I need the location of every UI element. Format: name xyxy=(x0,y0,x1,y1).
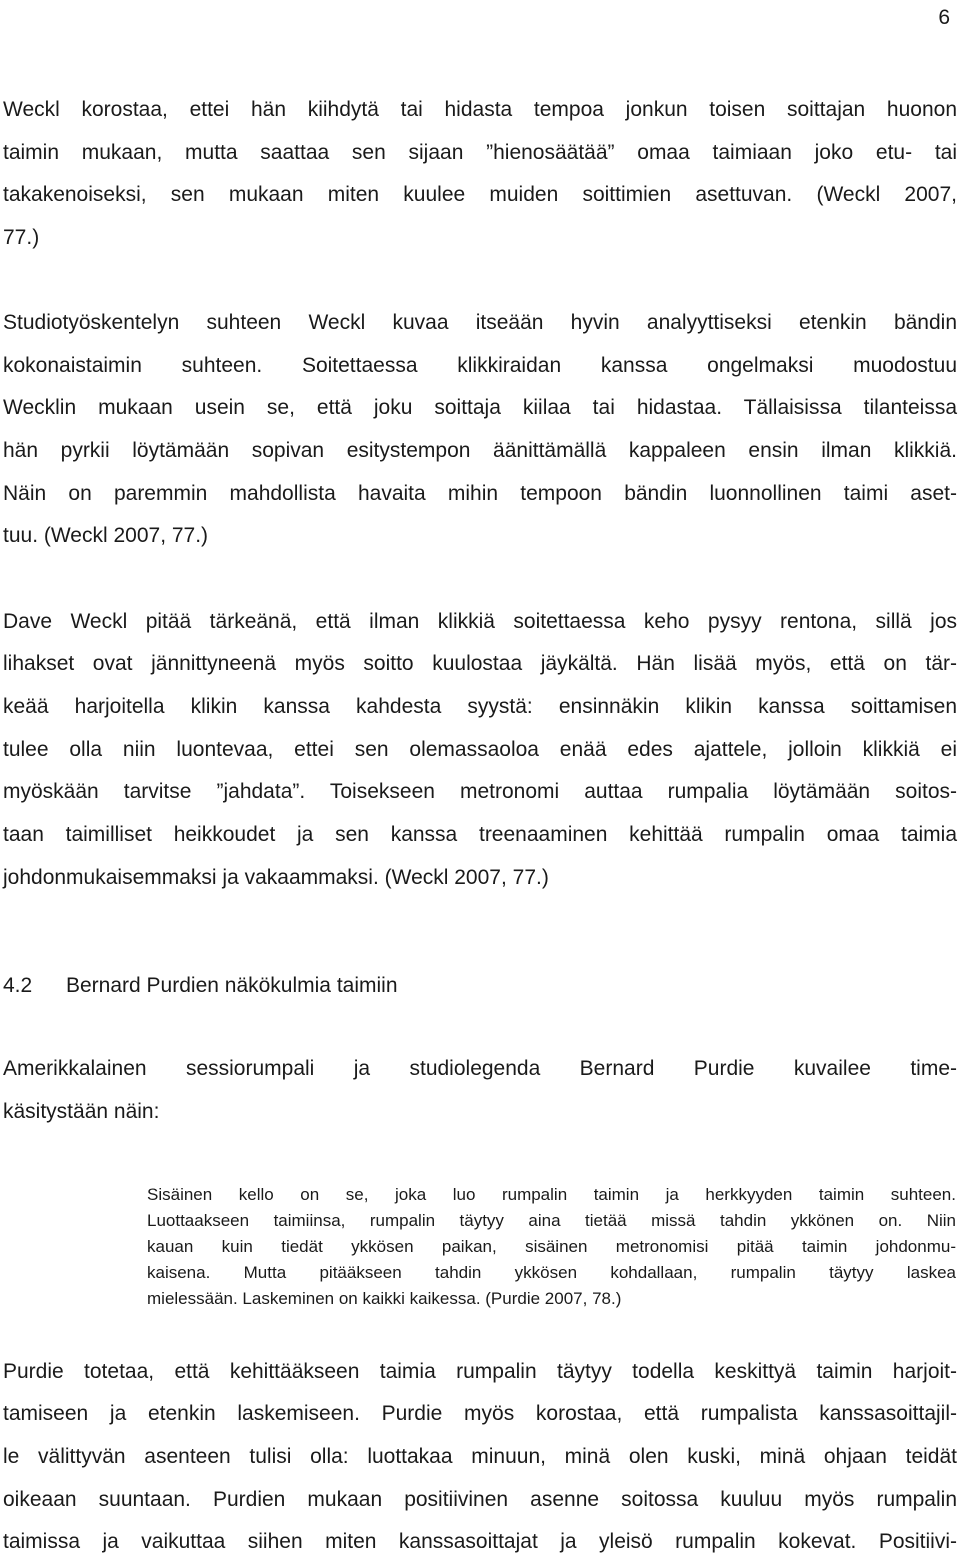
text-line: tulee olla niin luontevaa, ettei sen olemassaoloa enää edes ajattele, jolloin klikkiä ei xyxy=(3,738,957,761)
quote-line: kaisena. Mutta pitääkseen tahdin ykkösen kohdallaan, rumpalin täytyy laskea xyxy=(147,1263,956,1282)
text-line: oikeaan suuntaan. Purdien mukaan positiivinen asenne soitossa kuuluu myös rumpalin xyxy=(3,1488,957,1511)
text-line: Wecklin mukaan usein se, että joku soittaja kiilaa tai hidastaa. Tällaisissa tilanteissa xyxy=(3,396,957,419)
text-line: tamiseen ja etenkin laskemiseen. Purdie myös korostaa, että rumpalista kanssasoittajil- xyxy=(3,1402,957,1425)
text-line: taimin mukaan, mutta saattaa sen sijaan ”hienosäätää” omaa taimiaan joko etu- tai xyxy=(3,141,957,164)
quote-line: Luottaakseen taimiinsa, rumpalin täytyy aina tietää missä tahdin ykkönen on. Niin xyxy=(147,1211,956,1230)
text-line: johdonmukaisemmaksi ja vakaammaksi. (Weckl 2007, 77.) xyxy=(3,866,549,889)
text-line: lihakset ovat jännittyneenä myös soitto kuulostaa jäykältä. Hän lisää myös, että on tär- xyxy=(3,652,957,675)
text-line: tuu. (Weckl 2007, 77.) xyxy=(3,524,209,547)
text-line: kokonaistaimin suhteen. Soitettaessa klikkiraidan kanssa ongelmaksi muodostuu xyxy=(3,354,957,377)
text-line: takakenoiseksi, sen mukaan miten kuulee muiden soittimien asettuvan. (Weckl 2007, xyxy=(3,183,957,206)
text-line: taimissa ja vaikuttaa siihen miten kanssasoittajat ja yleisö rumpalin kokevat. Positiivi- xyxy=(3,1530,957,1553)
quote-line: Sisäinen kello on se, joka luo rumpalin taimin ja herkkyyden taimin suhteen. xyxy=(147,1185,956,1204)
section-title: Bernard Purdien näkökulmia taimiin xyxy=(66,974,398,997)
quote-line: mielessään. Laskeminen on kaikki kaikessa. (Purdie 2007, 78.) xyxy=(147,1289,622,1308)
text-line: keää harjoitella klikin kanssa kahdesta syystä: ensinnäkin klikin kanssa soittamisen xyxy=(3,695,957,718)
text-line: hän pyrkii löytämään sopivan esitystempon äänittämällä kappaleen ensin ilman klikkiä. xyxy=(3,439,957,462)
page-number: 6 xyxy=(938,6,950,29)
text-line: Purdie totetaa, että kehittääkseen taimia rumpalin täytyy todella keskittyä taimin harjoit- xyxy=(3,1360,957,1383)
text-line: Dave Weckl pitää tärkeänä, että ilman klikkiä soitettaessa keho pysyy rentona, sillä jos xyxy=(3,610,957,633)
text-line: Weckl korostaa, ettei hän kiihdytä tai hidasta tempoa jonkun toisen soittajan huonon xyxy=(3,98,957,121)
text-line: myöskään tarvitse ”jahdata”. Toisekseen metronomi auttaa rumpalia löytämään soitos- xyxy=(3,780,957,803)
text-line: Studiotyöskentelyn suhteen Weckl kuvaa itseään hyvin analyyttiseksi etenkin bändin xyxy=(3,311,957,334)
section-heading xyxy=(3,973,398,999)
text-line: Näin on paremmin mahdollista havaita mihin tempoon bändin luonnollinen taimi aset- xyxy=(3,482,957,505)
text-line: Amerikkalainen sessiorumpali ja studiolegenda Bernard Purdie kuvailee time- xyxy=(3,1057,957,1080)
text-line: taan taimilliset heikkoudet ja sen kanssa treenaaminen kehittää rumpalin omaa taimia xyxy=(3,823,957,846)
text-line: le välittyvän asenteen tulisi olla: luottakaa minuun, minä olen kuski, minä ohjaan teidät xyxy=(3,1445,957,1468)
text-line: 77.) xyxy=(3,226,40,249)
text-line: käsitystään näin: xyxy=(3,1100,160,1123)
quote-line: kauan kuin tiedät ykkösen paikan, sisäinen metronomisi pitää taimin johdonmu- xyxy=(147,1237,956,1256)
section-number: 4.2 xyxy=(3,974,33,997)
